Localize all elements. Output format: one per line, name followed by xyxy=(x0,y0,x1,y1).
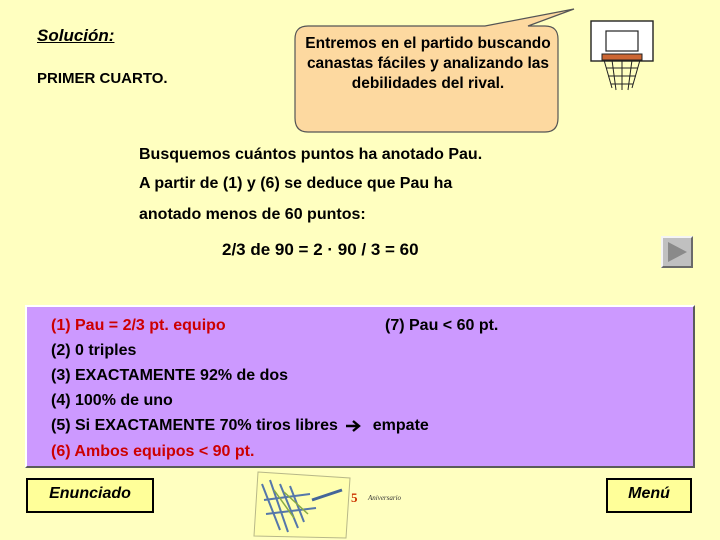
play-triangle-icon xyxy=(667,242,687,262)
logo-word: Aniversario xyxy=(368,494,402,502)
fact-1: (1) Pau = 2/3 pt. equipo xyxy=(51,317,226,334)
facts-panel xyxy=(25,305,695,468)
bubble-text: Entremos en el partido buscando canastas fáciles y analizando las debilidades del rival. xyxy=(305,35,551,92)
reasoning-line-3: anotado menos de 60 puntos: xyxy=(139,206,366,223)
anniversary-logo xyxy=(250,470,410,540)
fact-7: (7) Pau < 60 pt. xyxy=(385,317,499,334)
reasoning-line-2: A partir de (1) y (6) se deduce que Pau ha xyxy=(139,175,453,192)
enunciado-button[interactable]: Enunciado xyxy=(26,478,154,513)
basketball-hoop-icon xyxy=(588,18,658,96)
fact-5 xyxy=(51,417,429,435)
fact-5-result: empate xyxy=(372,417,429,434)
next-button[interactable] xyxy=(661,236,693,268)
fact-3: (3) EXACTAMENTE 92% de dos xyxy=(51,367,289,384)
formula: 2/3 de 90 = 2 · 90 / 3 = 60 xyxy=(222,240,419,259)
quarter-label: PRIMER CUARTO. xyxy=(37,70,168,87)
fact-6: (6) Ambos equipos < 90 pt. xyxy=(51,443,255,460)
fact-2: (2) 0 triples xyxy=(51,342,137,359)
fact-4: (4) 100% de uno xyxy=(51,392,173,409)
logo-number: 5 xyxy=(351,490,358,505)
right-arrow-icon xyxy=(345,419,365,433)
reasoning-line-1: Busquemos cuántos puntos ha anotado Pau. xyxy=(139,146,483,163)
menu-button[interactable]: Menú xyxy=(606,478,692,513)
fact-5-condition: (5) Si EXACTAMENTE 70% tiros libres xyxy=(51,417,338,434)
solution-title: Solución: xyxy=(37,26,115,45)
